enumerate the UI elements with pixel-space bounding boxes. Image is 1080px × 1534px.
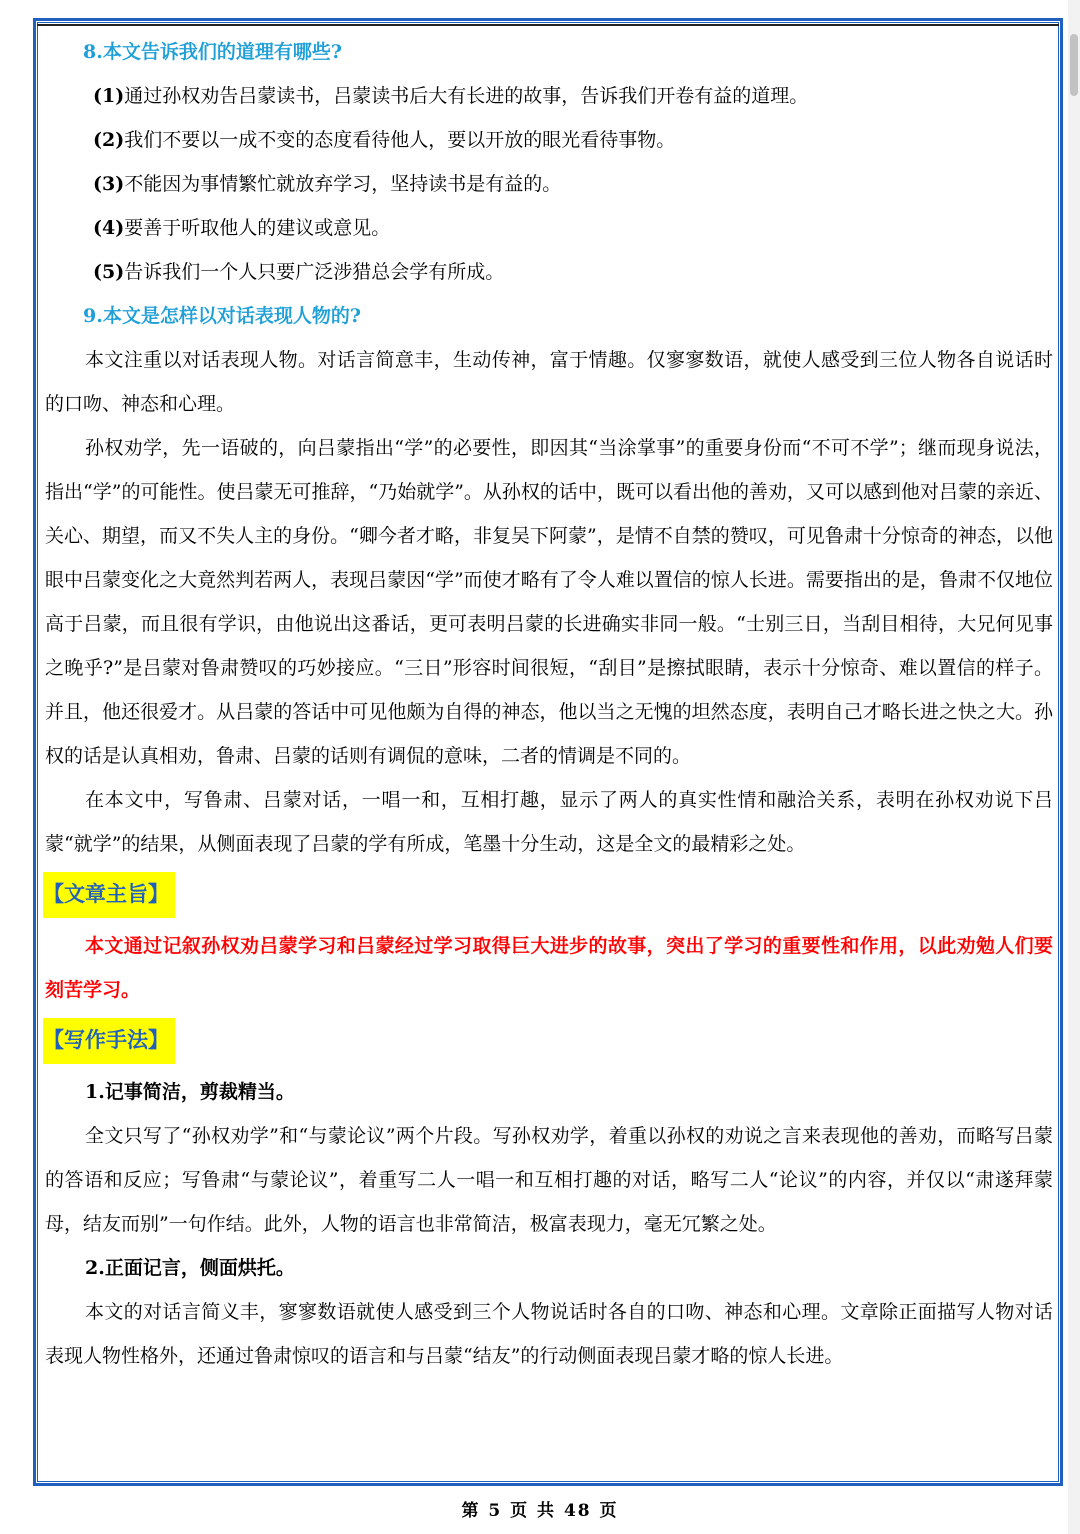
question-9-title: 9.本文是怎样以对话表现人物的? — [83, 305, 361, 327]
item-number: (2) — [93, 129, 125, 151]
lesson-item-5 — [45, 250, 1053, 294]
document-body — [45, 30, 1053, 1378]
item-text: 告诉我们一个人只要广泛涉猎总会学有所成。 — [124, 261, 505, 283]
lesson-item-2 — [45, 118, 1053, 162]
dialogue-paragraph-3: 在本文中，写鲁肃、吕蒙对话，一唱一和，互相打趣，显示了两人的真实性情和融洽关系，表明在孙权劝说下吕蒙“就学”的结果，从侧面表现了吕蒙的学有所成，笔墨十分生动，这是全文的最精彩之处。 — [45, 789, 1053, 855]
item-number: (4) — [93, 217, 125, 239]
item-text: 不能因为事情繁忙就放弃学习，坚持读书是有益的。 — [124, 173, 562, 195]
dialogue-paragraph-1: 本文注重以对话表现人物。对话言简意丰，生动传神，富于情趣。仅寥寥数语，就使人感受到三位人物各自说话时的口吻、神态和心理。 — [45, 349, 1053, 415]
question-8-title: 8.本文告诉我们的道理有哪些? — [83, 41, 342, 63]
item-text: 我们不要以一成不变的态度看待他人，要以开放的眼光看待事物。 — [124, 129, 676, 151]
technique-2-text: 本文的对话言简义丰，寥寥数语就使人感受到三个人物说话时各自的口吻、神态和心理。文章除正面描写人物对话表现人物性格外，还通过鲁肃惊叹的语言和与吕蒙“结友”的行动侧面表现吕蒙才略的惊人长进。 — [45, 1301, 1053, 1367]
lesson-item-1 — [45, 74, 1053, 118]
scrollbar-thumb[interactable] — [1070, 34, 1078, 96]
page-number: 第 5 页 共 48 页 — [461, 1501, 619, 1521]
techniques-heading: 【写作手法】 — [43, 1018, 175, 1064]
technique-2-title: 2.正面记言，侧面烘托。 — [85, 1257, 295, 1279]
scrollbar-track[interactable] — [1068, 0, 1080, 1534]
dialogue-paragraph-2: 孙权劝学，先一语破的，向吕蒙指出“学”的必要性，即因其“当涂掌事”的重要身份而“不可不学”；继而现身说法，指出“学”的可能性。使吕蒙无可推辞，“乃始就学”。从孙权的话中，既可以看出他的善劝，又可以感到他对吕蒙的亲近、关心、期望，而又不失人主的身份。“卿今者才略，非复吴下阿蒙”，是情不自禁的赞叹，可见鲁肃十分惊奇的神态，以他眼中吕蒙变化之大竟然判若两人，表现吕蒙因“学”而使才略有了令人难以置信的惊人长进。需要指出的是，鲁肃不仅地位高于吕蒙，而且很有学识，由他说出这番话，更可表明吕蒙的长进确实非同一般。“士别三日，当刮目相待，大兄何见事之晚乎?”是吕蒙对鲁肃赞叹的巧妙接应。“三日”形容时间很短，“刮目”是擦拭眼睛，表示十分惊奇、难以置信的样子。并且，他还很爱才。从吕蒙的答话中可见他颇为自得的神态，他以当之无愧的坦然态度，表明自己才略长进之快之大。孙权的话是认真相劝，鲁肃、吕蒙的话则有调侃的意味，二者的情调是不同的。 — [45, 437, 1053, 767]
item-number: (5) — [93, 261, 125, 283]
theme-text: 本文通过记叙孙权劝吕蒙学习和吕蒙经过学习取得巨大进步的故事，突出了学习的重要性和作用，以此劝勉人们要刻苦学习。 — [45, 935, 1053, 1001]
item-number: (1) — [93, 85, 125, 107]
item-number: (3) — [93, 173, 125, 195]
header-rule — [37, 24, 1059, 26]
lesson-item-3 — [45, 162, 1053, 206]
technique-1-text: 全文只写了“孙权劝学”和“与蒙论议”两个片段。写孙权劝学，着重以孙权的劝说之言来表现他的善劝，而略写吕蒙的答语和反应；写鲁肃“与蒙论议”，着重写二人一唱一和互相打趣的对话，略写二人“论议”的内容，并仅以“肃遂拜蒙母，结友而别”一句作结。此外，人物的语言也非常简洁，极富表现力，毫无冗繁之处。 — [45, 1125, 1053, 1235]
theme-heading: 【文章主旨】 — [43, 872, 175, 918]
lesson-item-4 — [45, 206, 1053, 250]
item-text: 要善于听取他人的建议或意见。 — [124, 217, 391, 239]
item-text: 通过孙权劝告吕蒙读书，吕蒙读书后大有长进的故事，告诉我们开卷有益的道理。 — [124, 85, 809, 107]
technique-1-title: 1.记事简洁，剪裁精当。 — [85, 1081, 295, 1103]
